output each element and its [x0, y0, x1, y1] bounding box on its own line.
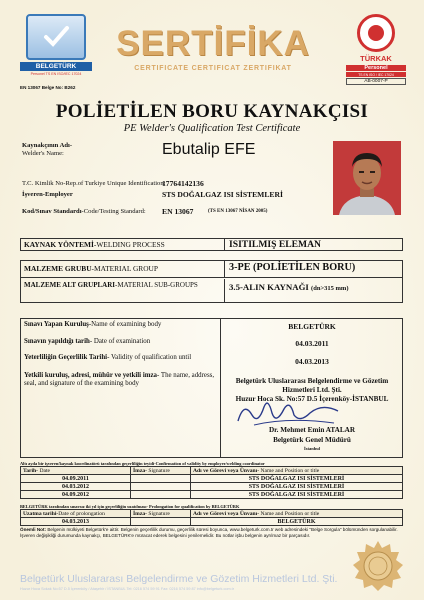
welder-name: Ebutalip EFE	[162, 141, 256, 158]
belgeturk-logo	[20, 14, 92, 76]
turkak-brand: TÜRKAK	[360, 54, 392, 63]
standard-value: EN 13067	[162, 207, 194, 216]
material-group-label: MALZEME GRUBU-MATERIAL GROUP	[21, 261, 225, 277]
table-row: 04.03.2013 BELGETÜRK	[21, 518, 403, 526]
signer-name: Dr. Mehmet Emin ATALAR	[268, 426, 356, 434]
institution-name-1: Belgetürk Uluslararası Belgelendirme ve Gözetim	[235, 377, 389, 385]
employer-value: STS DOĞALGAZ ISI SİSTEMLERİ	[162, 190, 283, 199]
turkak-tag-personel: Personel	[346, 65, 406, 71]
material-group-value: 3-PE (POLİETİLEN BORU)	[229, 262, 356, 273]
exam-date-label: Sınavın yapıldığı tarih- Date of examination	[24, 338, 151, 345]
welding-process-row	[20, 238, 403, 251]
material-box	[20, 260, 403, 303]
material-subgroup-label: MALZEME ALT GRUPLARI-MATERIAL SUB-GROUPS	[21, 279, 225, 303]
institution-address: Huzur Hoca Sk. No:57 D.5 İçerenköy-İSTANBUL	[235, 395, 389, 403]
welder-name-label: Kaynakçının Adı- Welder's Name:	[22, 142, 73, 157]
standard-note: (TS EN 13067 NİSAN 2005)	[208, 209, 268, 214]
authority-label: Yetkili kuruluş, adresi, mühür ve yetkili imza- The name, address, seal, and signature of the examining body	[24, 372, 215, 388]
table-row: 04.09.2011 STS DOĞALGAZ ISI SİSTEMLERİ	[21, 475, 403, 483]
welder-photo	[333, 141, 401, 215]
page-subtitle: PE Welder's Qualification Test Certificate	[123, 123, 301, 134]
certificate-title: SERTİFİKA	[116, 24, 310, 63]
renewal-note: Altı ayda bir işveren/kaynak koordinatörü tarafından geçerliliğin teyidi-Confirmation of validity by employer/welding coordinator	[20, 461, 265, 466]
extension-table	[20, 509, 403, 526]
turkak-logo	[346, 14, 406, 85]
turkak-ring-icon	[357, 14, 395, 52]
renewal-table	[20, 466, 403, 499]
certificate-subtitle: CERTIFICATE CERTIFICAT ZERTIFIKAT	[134, 65, 292, 72]
footer-company: Belgetürk Uluslararası Belgelendirme ve Gözetim Hizmetleri Ltd. Şti.	[20, 573, 338, 585]
belgeturk-sub: Personel TS EN ISO/IEC 17024	[30, 72, 82, 76]
standard-label: Kod/Sınav Standardı-Code/Testing Standard:	[22, 208, 146, 215]
table-row: 04.09.2012 STS DOĞALGAZ ISI SİSTEMLERİ	[21, 491, 403, 499]
employer-label: İşveren-Employer	[22, 191, 73, 198]
footer-address: Huzur Hoca Sokak No:57 D.5 İçerenköy / Ataşehir / İSTANBUL Tel: 0216 574 59 91 Fax: 0216 574 59 87 info@belgeturk.com.tr	[20, 587, 234, 591]
signer-city: İstanbul	[303, 446, 320, 451]
id-value: 17764142136	[162, 179, 204, 188]
exam-date-value: 04.03.2011	[295, 339, 329, 348]
exam-body-label: Sınavı Yapan Kuruluş-Name of examining body	[24, 321, 162, 328]
turkak-tag-standard: TS EN ISO / IEC 17024	[346, 72, 406, 77]
authority-signature	[234, 385, 344, 431]
material-group-row	[21, 261, 402, 278]
extension-note: BELGETÜRK tarafından sınavsız iki yıl için geçerliliğin uzatılması- Prolongation for qualification by BELGETÜRK	[20, 504, 240, 509]
gold-seal-icon	[352, 540, 404, 592]
exam-body-value: BELGETÜRK	[288, 322, 336, 331]
signer-title: Belgetürk Genel Müdürü	[273, 436, 351, 444]
material-subgroup-row	[21, 279, 402, 303]
welding-process-label: KAYNAK YÖNTEMİ-WELDING PROCESS	[21, 239, 225, 250]
material-subgroup-value: 3.5-ALIN KAYNAĞI (dn>315 mm)	[229, 282, 349, 292]
table-row: 04.03.2012 STS DOĞALGAZ ISI SİSTEMLERİ	[21, 483, 403, 491]
certificate-number: EN 13067 Belge No: B262	[20, 85, 76, 90]
validity-label: Yeterliliğin Geçerlilik Tarihi- Validity of qualification until	[24, 354, 192, 361]
page-title: POLİETİLEN BORU KAYNAKÇISI	[55, 101, 369, 122]
turkak-tag-code: AB-0007-P	[346, 78, 406, 85]
important-note: Önemli Not: Belgenin mülkiyeti Belgetürk'e aittir. Belgenin geçerlilik durumu, geçerlilik süresi boyunca, www.belgeturk.com.tr web adresindeki "Belge Sorgula" bölümünden sorgulanabilir. İşveren değişikliği durumunda kaynakçı, BELGETÜRK'e müracat ederek belgesini yenilemelidir. Bu notlar işbu belgenin ayrılmaz bir parçasıdır.	[20, 527, 398, 538]
welding-process-value: ISITILMIŞ ELEMAN	[229, 239, 321, 250]
id-label: T.C. Kimlik No-Rep.of Turkiye Unique Identification:	[22, 180, 166, 187]
extension-header: Uzatma tarihi-Date of prolongation İmza- Signature Adı ve Görevi veya Ünvanı- Name and Position or title	[21, 510, 403, 518]
renewal-header: Tarih- Date İmza- Signature Adı ve Görevi veya Ünvanı- Name and Position or title	[21, 467, 403, 475]
examination-box	[20, 318, 403, 458]
validity-value: 04.03.2013	[295, 357, 329, 366]
belgeturk-brand: BELGETÜRK	[20, 62, 92, 71]
belgeturk-check-icon	[26, 14, 86, 60]
institution-name-2: Hizmetleri Ltd. Şti.	[282, 386, 342, 394]
